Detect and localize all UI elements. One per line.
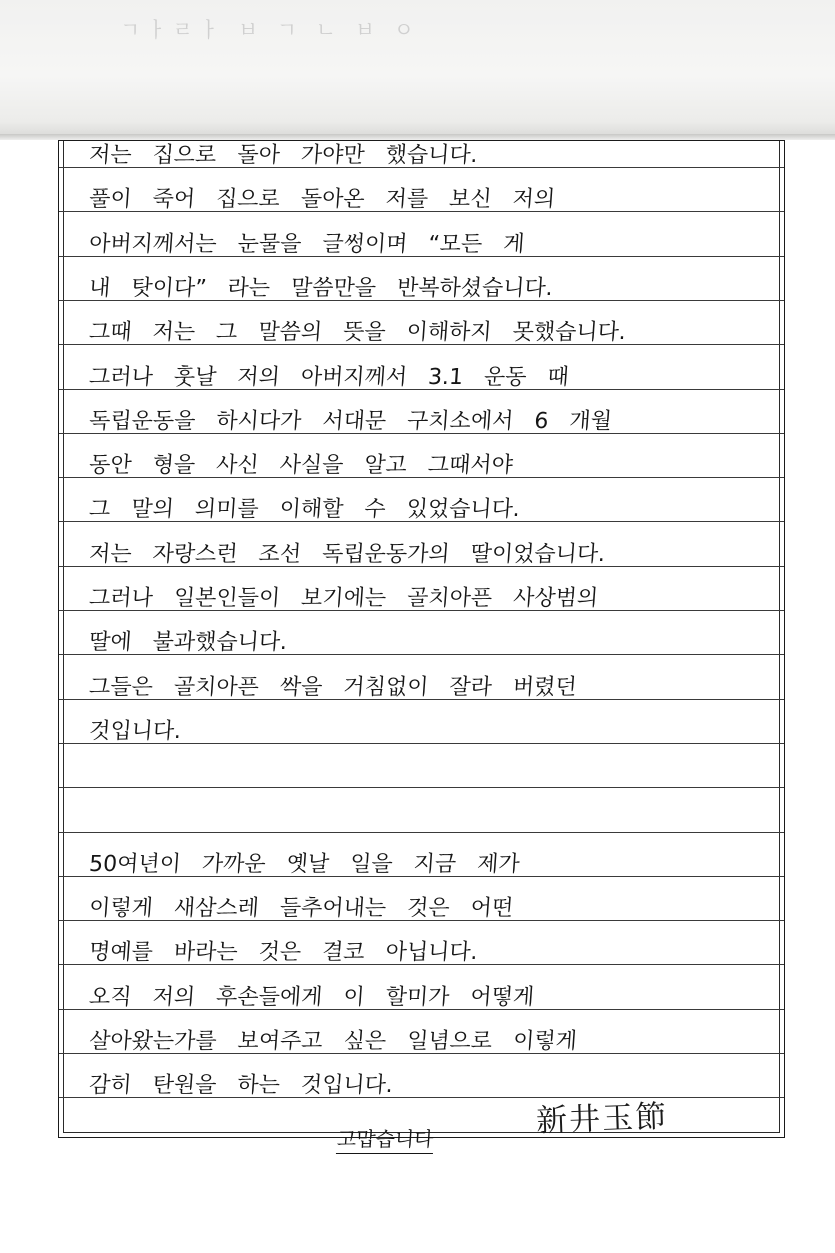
letter-line: 감히 탄원을 하는 것입니다.	[88, 1073, 394, 1099]
letter-line: 그때 저는 그 말씀의 뜻을 이해하지 못했습니다.	[88, 320, 627, 346]
letter-line: 그들은 골치아픈 싹을 거침없이 잘라 버렸던	[88, 674, 578, 700]
letter-line: 것입니다.	[88, 718, 182, 744]
letter-line: 그러나 일본인들이 보기에는 골치아픈 사상범의	[88, 586, 599, 611]
letter-sheet	[58, 140, 785, 1151]
letter-line: 오직 저의 후손들에게 이 할미가 어떻게	[88, 984, 535, 1010]
signature: 新井玉節	[535, 1098, 669, 1140]
letter-line: 저는 자랑스런 조선 독립운동가의 딸이었습니다.	[88, 541, 606, 567]
letter-line: 그 말의 의미를 이해할 수 있었습니다.	[88, 497, 521, 523]
letter-line: 이렇게 새삼스레 들추어내는 것은 어떤	[88, 896, 514, 922]
letter-line: 명예를 바라는 것은 결코 아닙니다.	[88, 940, 479, 966]
letter-line	[88, 761, 769, 791]
letter-line: 풀이 죽어 집으로 돌아온 저를 보신 저의	[88, 187, 556, 213]
letter-line: 그러나 훗날 저의 아버지께서 3.1 운동 때	[88, 364, 570, 390]
letter-line	[88, 806, 769, 836]
letter-line: 딸에 불과했습니다.	[88, 630, 288, 656]
letter-body	[59, 141, 784, 1137]
letter-line: 동안 형을 사신 사실을 알고 그때서야	[88, 453, 514, 479]
letter-line: 살아왔는가를 보여주고 싶은 일념으로 이렇게	[88, 1029, 578, 1054]
letter-line: 50여년이 가까운 옛날 일을 지금 제가	[88, 851, 521, 877]
letter-line: 아버지께서는 눈물을 글썽이며 “모든 게	[88, 231, 526, 257]
scan-top-strip	[0, 0, 835, 138]
closing-thanks: 고맙습니다	[336, 1123, 435, 1154]
letter-line: 저는 집으로 돌아 가야만 했습니다.	[88, 143, 479, 168]
bleed-through-text: ㄱㅏㄹㅏ ㅂ ㄱ ㄴ ㅂ ㅇ	[120, 18, 420, 42]
letter-line: 내 탓이다” 라는 말씀만을 반복하셨습니다.	[88, 275, 554, 301]
letter-line: 독립운동을 하시다가 서대문 구치소에서 6 개월	[88, 408, 613, 434]
